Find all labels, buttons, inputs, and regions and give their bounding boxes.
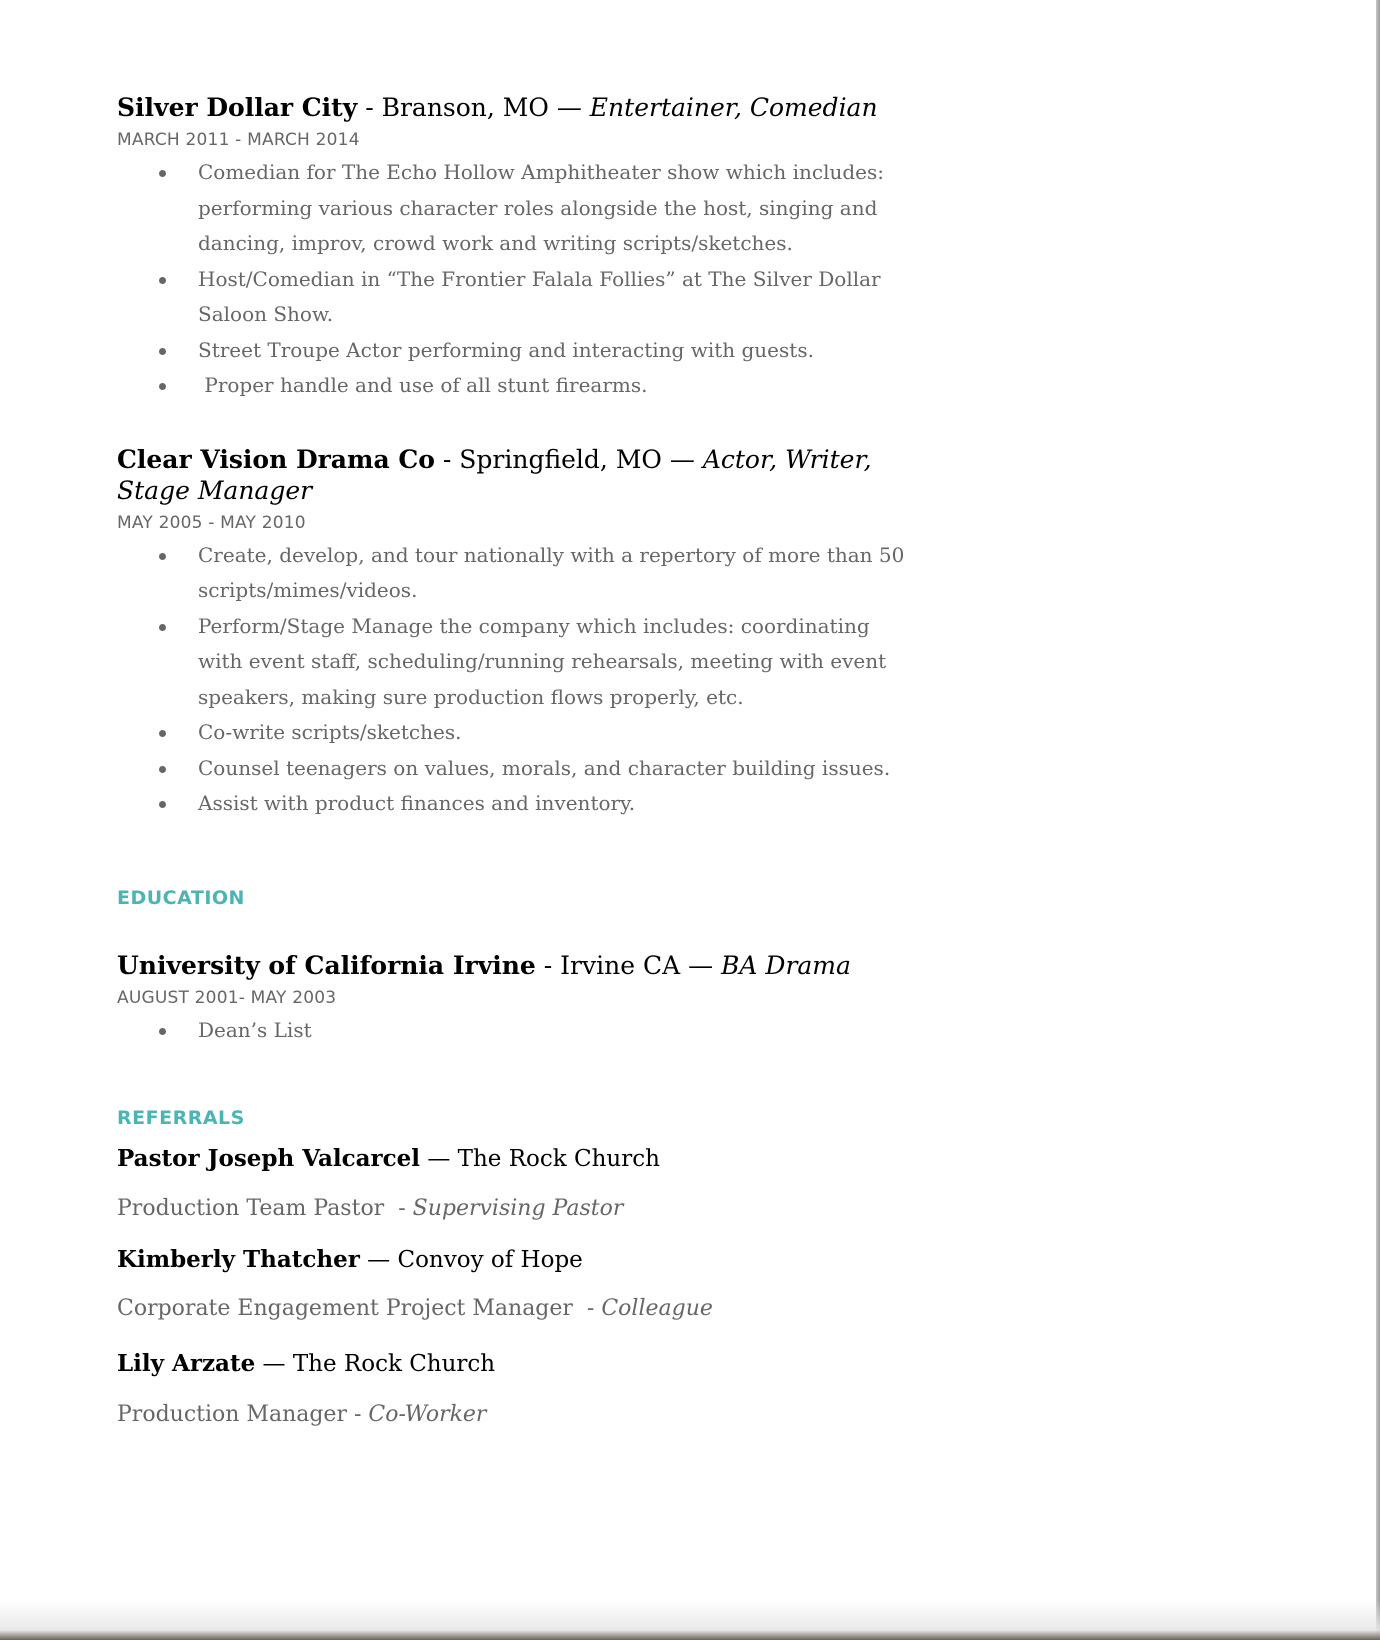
page-edge-shadow [1376, 0, 1380, 1640]
referral-name: Lily Arzate [117, 1350, 256, 1377]
job-title [117, 92, 917, 123]
school-location: - Irvine CA — [543, 950, 722, 980]
referral-name: Kimberly Thatcher [117, 1246, 360, 1273]
job-title [117, 444, 917, 506]
bullet-item: Counsel teenagers on values, morals, and character building issues. [117, 751, 917, 787]
bullet-item: Co-write scripts/sketches. [117, 715, 917, 751]
referral-title: Production Manager - [117, 1402, 369, 1427]
job-org: Silver Dollar City [117, 93, 358, 122]
education-bullets [117, 1013, 917, 1049]
education-title [117, 950, 917, 981]
degree: BA Drama [721, 950, 851, 980]
referral-role-line [117, 1400, 917, 1430]
education-entry [117, 950, 917, 1049]
bullet-item: Perform/Stage Manage the company which includes: coordinating with event staff, scheduling/running rehearsals, meeting with event speakers, making sure production flows properly, etc. [117, 609, 917, 716]
job-bullets [117, 538, 917, 822]
school-name: University of California Irvine [117, 950, 536, 980]
bullet-item: Proper handle and use of all stunt firearms. [117, 368, 917, 404]
job-bullets [117, 155, 917, 404]
job-dates: MARCH 2011 - MARCH 2014 [117, 130, 360, 150]
bullet-item: Create, develop, and tour nationally with a repertory of more than 50 scripts/mimes/videos. [117, 538, 917, 609]
referral-item [117, 1144, 917, 1224]
referral-relation: Supervising Pastor [412, 1196, 624, 1221]
referral-name-line [117, 1349, 917, 1379]
section-heading-education: EDUCATION [117, 886, 245, 909]
job-dates: MAY 2005 - MAY 2010 [117, 512, 306, 533]
education-dates: AUGUST 2001- MAY 2003 [117, 987, 337, 1008]
bullet-item: Host/Comedian in “The Frontier Falala Follies” at The Silver Dollar Saloon Show. [117, 262, 917, 333]
referral-org: — The Rock Church [420, 1146, 660, 1172]
referral-name-line [117, 1245, 917, 1275]
referral-org: — Convoy of Hope [359, 1247, 583, 1273]
referral-role-line [117, 1194, 917, 1224]
referral-item [117, 1245, 917, 1324]
job-location: - Springfield, MO — [442, 444, 703, 474]
job-role: Entertainer, Comedian [589, 93, 878, 122]
job-silver-dollar-city [117, 92, 917, 404]
referral-org: — The Rock Church [255, 1351, 496, 1377]
referral-role-line [117, 1294, 917, 1324]
resume-page [117, 92, 917, 1430]
bullet-item: Street Troupe Actor performing and interacting with guests. [117, 333, 917, 369]
referral-item [117, 1349, 917, 1430]
job-location: - Branson, MO — [365, 93, 590, 122]
referral-list [117, 1144, 917, 1430]
referral-relation: Co-Worker [368, 1402, 487, 1427]
job-org: Clear Vision Drama Co [117, 444, 435, 474]
referral-name: Pastor Joseph Valcarcel [117, 1145, 421, 1172]
bullet-item: Dean’s List [117, 1013, 917, 1049]
referral-name-line [117, 1144, 917, 1174]
referral-relation: Colleague [601, 1296, 713, 1321]
section-heading-referrals: REFERRALS [117, 1107, 245, 1129]
referral-title: Corporate Engagement Project Manager - [117, 1296, 602, 1321]
job-role: Actor, Writer, Stage Manager [117, 444, 872, 505]
page-bottom-edge [0, 1600, 1380, 1640]
job-clear-vision-drama [117, 444, 917, 822]
bullet-item: Assist with product finances and inventory. [117, 786, 917, 822]
referral-title: Production Team Pastor - [117, 1196, 413, 1221]
bullet-item: Comedian for The Echo Hollow Amphitheater show which includes: performing various character roles alongside the host, singing and dancing, improv, crowd work and writing scripts/sketches. [117, 155, 917, 262]
